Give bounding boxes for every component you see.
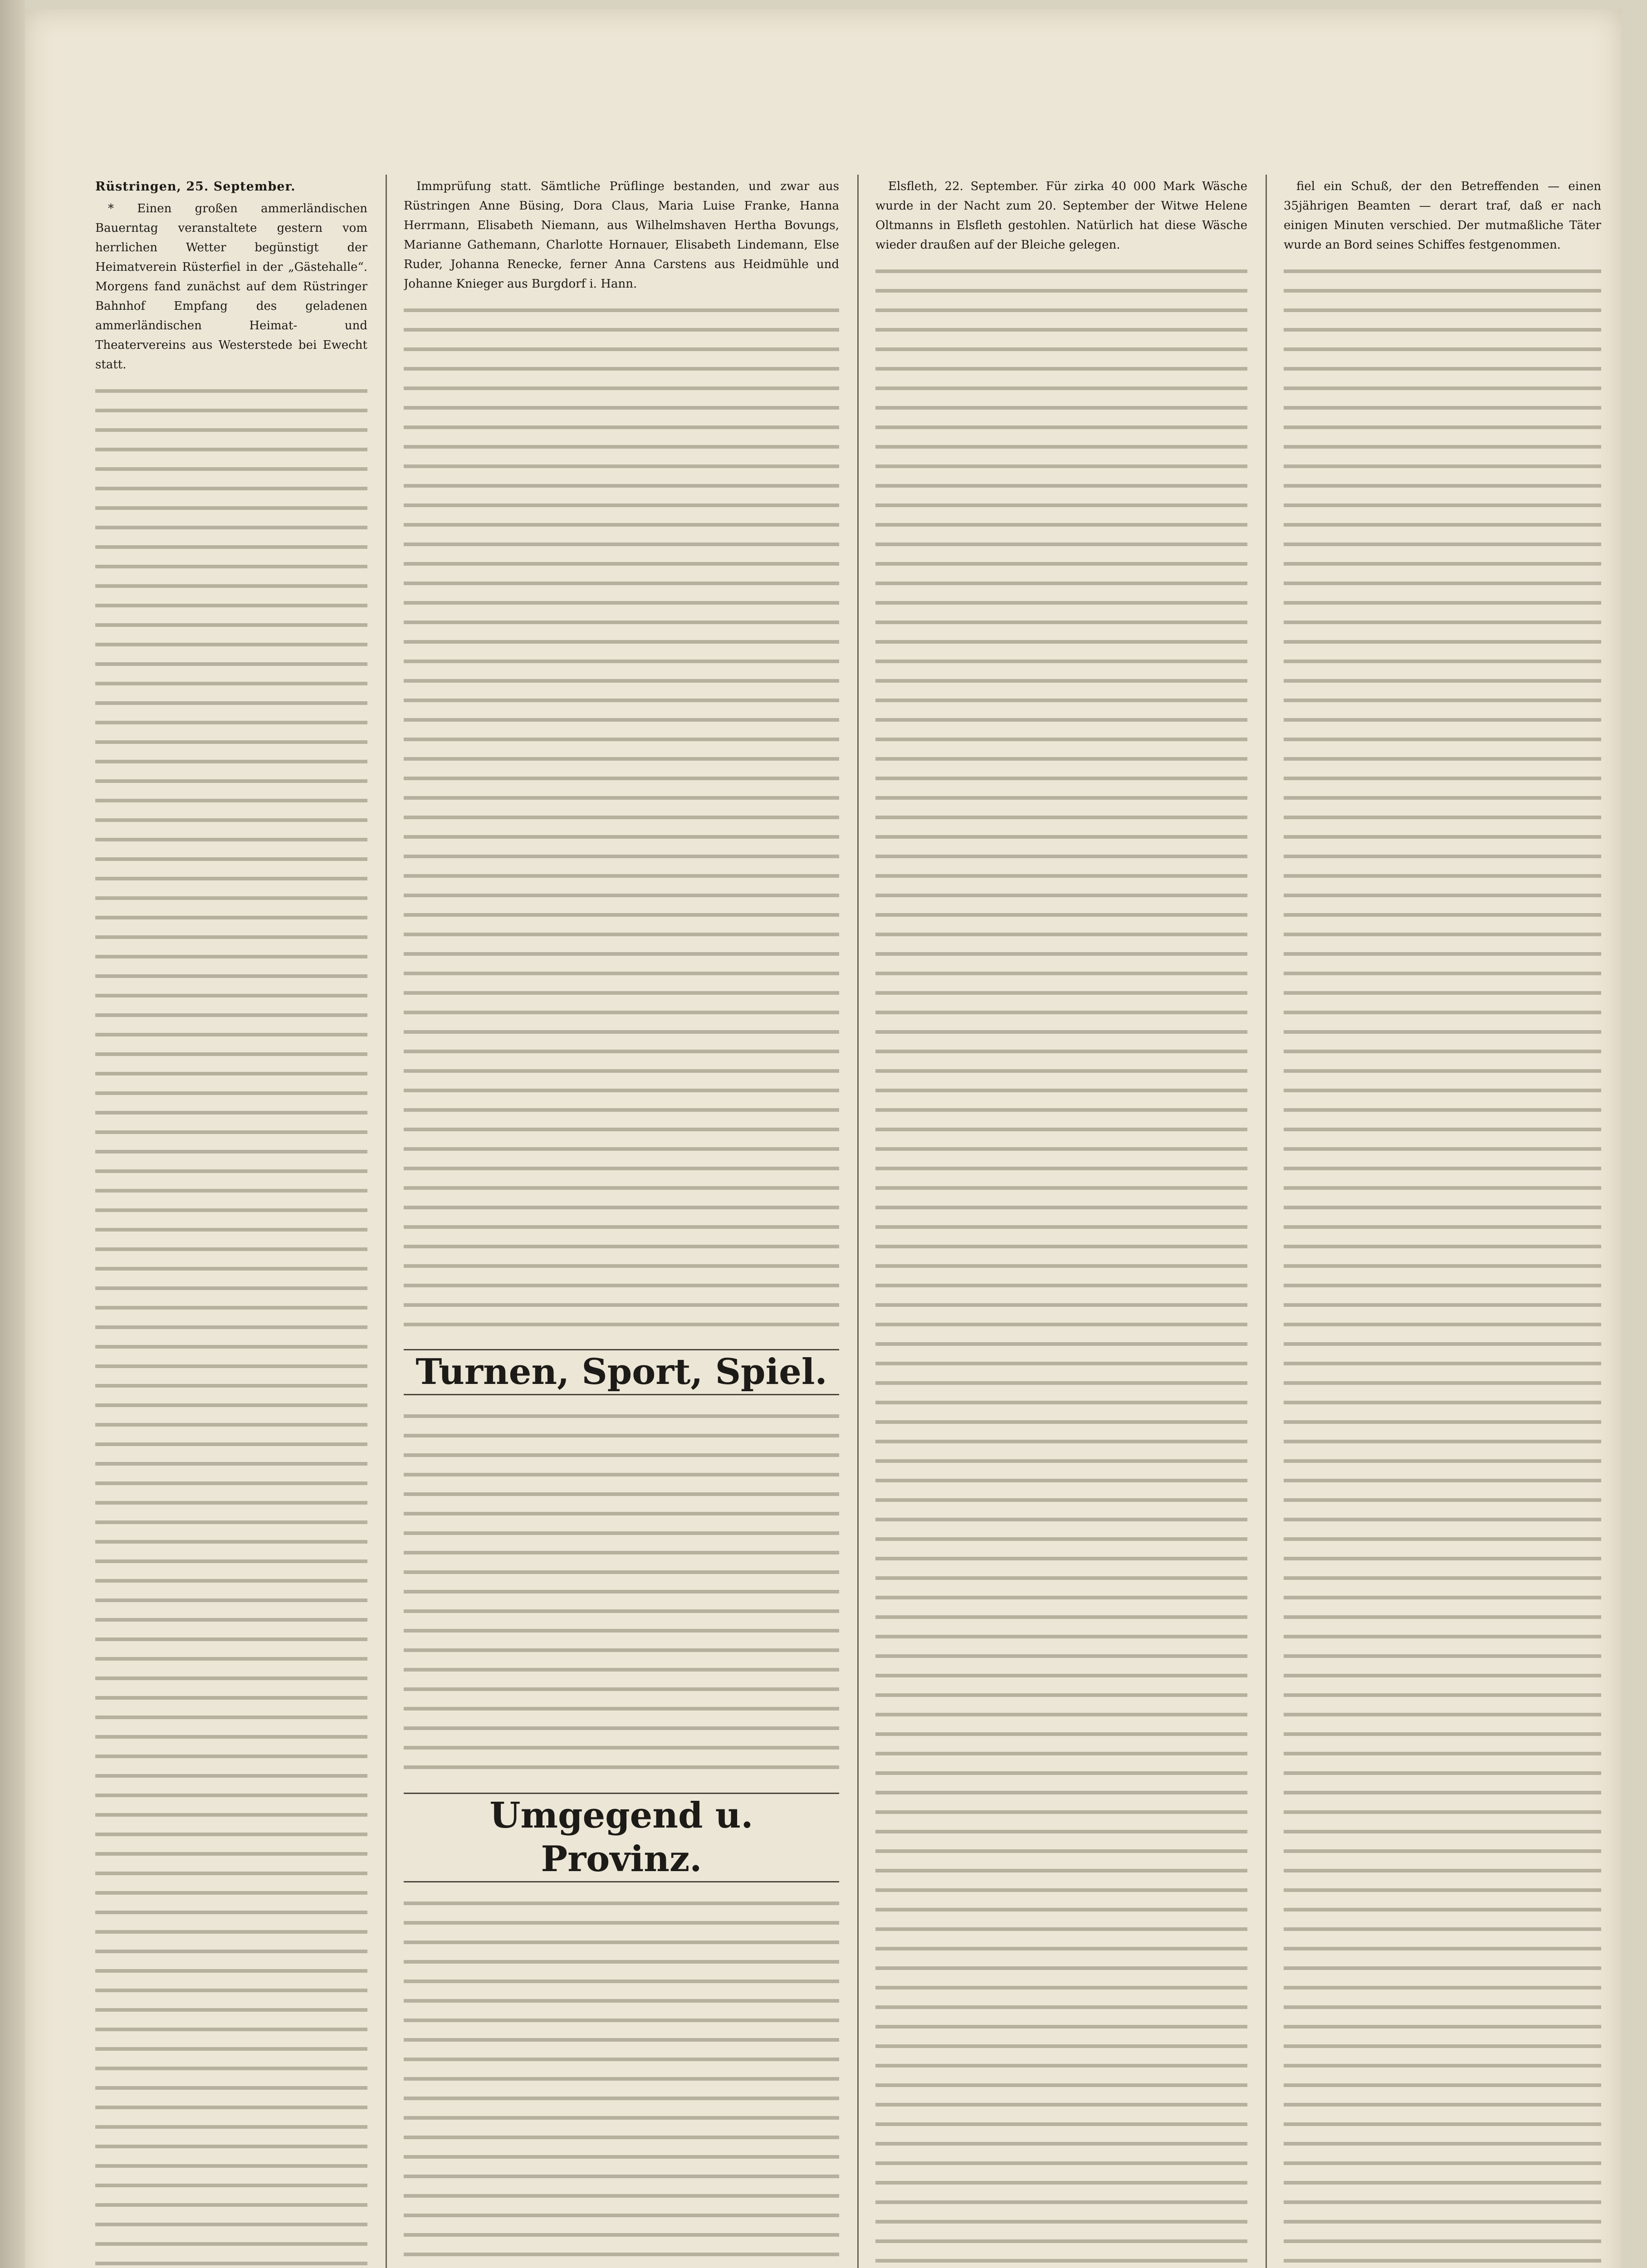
column-4 [1284,177,1601,2268]
column-rule [386,175,387,2268]
article-text-block [875,263,1247,2268]
article-text-block [404,1895,839,2268]
column-rule [857,175,859,2268]
article-text: fiel ein Schuß, der den Betreffenden — einen 35jährigen Beamten — derart traf, daß er nach einigen Minuten verschied. Der mutmaßliche Täter wurde an Bord seines Schiffes festgenommen. [1284,180,1601,252]
section-heading-provinz: Umgegend u. Provinz. [404,1793,839,1882]
column-1 [95,177,367,2268]
article-text: * Einen großen ammerländischen Bauerntag veranstaltete gestern vom herrlichen Wetter begünstigt der Heimatverein Rüsterfiel in der „Gästehalle“. Morgens fand zunächst auf dem Rüstringer Bahnhof Empfang des geladenen ammerländischen Heimat- und Theatervereins aus Westerstede bei Ewecht statt. [95,202,367,371]
article-text-block [95,383,367,2268]
column-3 [875,177,1247,2268]
article-text-block [404,1408,839,1780]
dateline: Rüstringen, 25. September. [95,180,296,194]
article-text-block [1284,263,1601,2268]
page-edge [0,0,25,2268]
article-text: Immprüfung statt. Sämtliche Prüflinge bestanden, und zwar aus Rüstringen Anne Büsing, Dora Claus, Maria Luise Franke, Hanna Herrmann, Elisabeth Niemann, aus Wilhelmshaven Hertha Bovungs, Marianne Gathemann, Charlotte Hornauer, Elisabeth Lindemann, Else Ruder, Johanna Renecke, ferner Anna Carstens aus Heidmühle und Johanne Knieger aus Burgdorf i. Hann. [404,180,839,291]
column-2 [404,177,839,2268]
article-text-block [404,302,839,1336]
article-text: Elsfleth, 22. September. Für zirka 40 000 Mark Wäsche wurde in der Nacht zum 20. September der Witwe Helene Oltmanns in Elsfleth gestohlen. Natürlich hat diese Wäsche wieder draußen auf der Bleiche gelegen. [875,180,1247,252]
section-heading-sport: Turnen, Sport, Spiel. [404,1349,839,1395]
column-rule [1266,175,1267,2268]
